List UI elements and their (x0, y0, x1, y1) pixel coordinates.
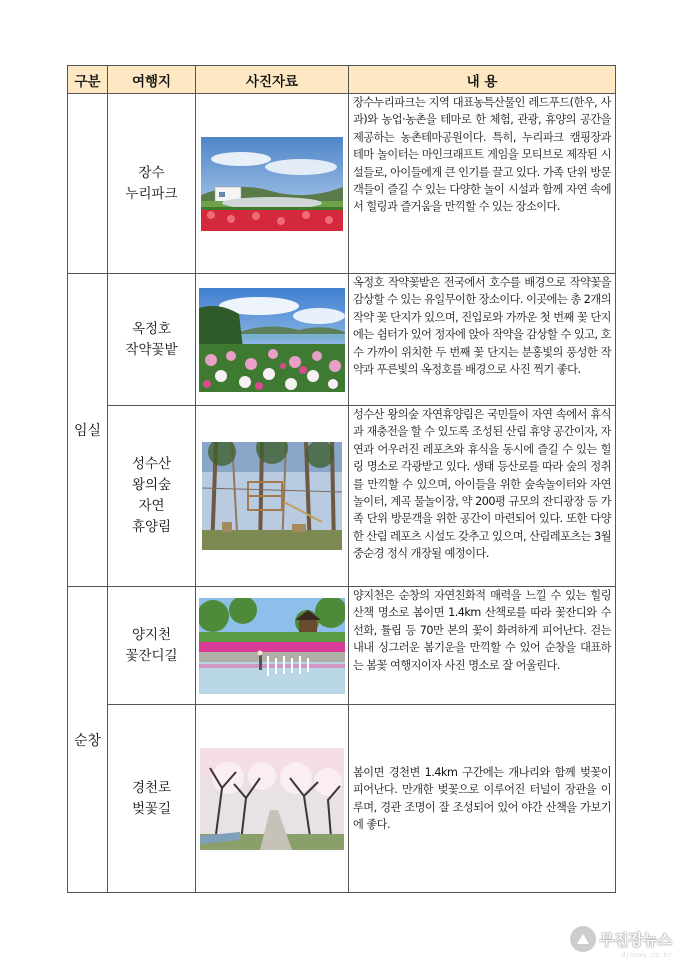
destination-description: 양지천은 순창의 자연친화적 매력을 느낄 수 있는 힐링 산책 명소로 봄이면 1.4km 산책로를 따라 꽃잔디와 수선화, 튤립 등 70만 본의 꽃이 화려하게 피어난다. 걷는 내내 싱그러운 봄기운을 만끽할 수 있어 순창을 대표하는 봄꽃 여행지이자 사진 명소로 잘 어울린다. (349, 587, 616, 705)
watermark-text: 무진장뉴스 (599, 930, 672, 949)
park-photo-icon (201, 137, 343, 231)
region-sunchang: 순창 (68, 587, 108, 893)
forest-adventure-photo-icon (202, 442, 342, 550)
destination-name: 성수산 왕의숲 자연 휴양림 (108, 406, 196, 587)
table-row (68, 274, 616, 406)
destination-description: 옥정호 작약꽃밭은 전국에서 호수를 배경으로 작약꽃을 감상할 수 있는 유일무이한 장소이다. 이곳에는 총 2개의 작약 꽃 단지가 있으며, 진입로와 가까운 첫 번째 꽃 단지에는 쉼터가 있어 정자에 앉아 작약을 감상할 수 있고, 호수 가까이 위치한 두 번째 꽃 단지는 분홍빛의 풍성한 작약과 푸른빛의 옥정호를 배경으로 사진 찍기 좋다. (349, 274, 616, 406)
stream-flowers-photo-icon (199, 598, 345, 694)
table-row (68, 705, 616, 893)
destination-name: 경천로 벚꽃길 (108, 705, 196, 893)
destination-name: 장수 누리파크 (108, 94, 196, 274)
peony-field-photo-icon (199, 288, 345, 392)
destination-photo (196, 274, 349, 406)
watermark-subtext: djnews.co.kr (621, 951, 672, 959)
destination-description: 봄이면 경천변 1.4km 구간에는 개나리와 함께 벚꽃이 피어난다. 만개한 벚꽃으로 이루어진 터널이 장관을 이루며, 경관 조명이 잘 조성되어 있어 야간 산책을 가보기에 좋다. (349, 705, 616, 893)
header-destination: 여행지 (108, 66, 196, 94)
header-row (68, 66, 616, 94)
destination-name: 옥정호 작약꽃밭 (108, 274, 196, 406)
table-row (68, 406, 616, 587)
travel-destination-table (67, 65, 616, 893)
region-cell-empty (68, 94, 108, 274)
header-content: 내 용 (349, 66, 616, 94)
watermark-logo-icon (570, 926, 596, 952)
table-row (68, 94, 616, 274)
region-imsil: 임실 (68, 274, 108, 587)
cherry-blossom-road-photo-icon (200, 748, 344, 850)
destination-photo (196, 587, 349, 705)
destination-name: 양지천 꽃잔디길 (108, 587, 196, 705)
destination-photo (196, 406, 349, 587)
table-row (68, 587, 616, 705)
destination-photo (196, 705, 349, 893)
destination-photo (196, 94, 349, 274)
destination-description: 장수누리파크는 지역 대표농특산물인 레드푸드(한우, 사과)와 농업·농촌을 테마로 한 체험, 관광, 휴양의 공간을 제공하는 농촌테마공원이다. 특히, 누리파크 캠핑장과 테마 놀이터는 마인크래프트 게임을 모티브로 제작된 시설들로, 아이들에게 큰 인기를 끌고 있다. 가족 단위 방문객들이 즐길 수 있는 다양한 놀이 시설과 함께 자연 속에서 힐링과 즐거움을 만끽할 수 있는 장소이다. (349, 94, 616, 274)
header-category: 구분 (68, 66, 108, 94)
destination-description: 성수산 왕의숲 자연휴양림은 국민들이 자연 속에서 휴식과 재충전을 할 수 있도록 조성된 산림 휴양 공간이자, 자연과 어우러진 레포츠와 휴식을 동시에 즐길 수 있는 힐링 명소로 각광받고 있다. 생태 등산로를 따라 숲의 정취를 만끽할 수 있으며, 아이들을 위한 숲속놀이터와 자연놀이터, 계곡 물놀이장, 약 200평 규모의 잔디광장 등 가족 단위 방문객을 위한 공간이 마련되어 있다. 또한 다양한 산림 레포츠 시설도 갖추고 있으며, 산림레포츠는 3월 중순경 정식 개장될 예정이다. (349, 406, 616, 587)
header-photo: 사진자료 (196, 66, 349, 94)
